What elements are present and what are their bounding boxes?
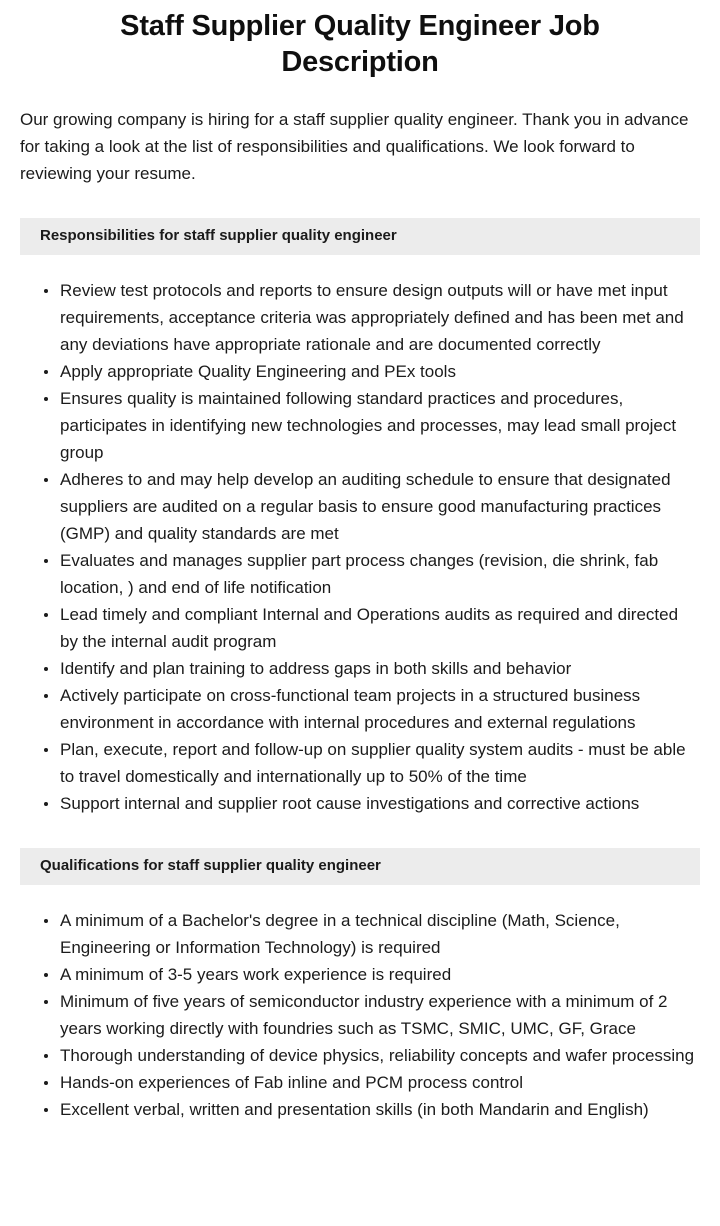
list-item: Minimum of five years of semiconductor industry experience with a minimum of 2 years working directly with foundries such as TSMC, SMIC, UMC, GF, Grace [20, 988, 700, 1042]
list-item: A minimum of a Bachelor's degree in a technical discipline (Math, Science, Engineering or Information Technology) is required [20, 907, 700, 961]
list-item: Ensures quality is maintained following standard practices and procedures, participates in identifying new technologies and processes, may lead small project group [20, 385, 700, 466]
list-item: Adheres to and may help develop an auditing schedule to ensure that designated suppliers are audited on a regular basis to ensure good manufacturing practices (GMP) and quality standards are met [20, 466, 700, 547]
section-qualifications [0, 848, 720, 1123]
list-item: Thorough understanding of device physics, reliability concepts and wafer processing [20, 1042, 700, 1069]
list-item: Evaluates and manages supplier part process changes (revision, die shrink, fab location, ) and end of life notification [20, 547, 700, 601]
list-item: A minimum of 3-5 years work experience is required [20, 961, 700, 988]
section-header-qualifications: Qualifications for staff supplier quality engineer [20, 848, 700, 885]
section-header-responsibilities: Responsibilities for staff supplier quality engineer [20, 218, 700, 255]
qualifications-list [0, 885, 720, 1123]
responsibilities-list [0, 255, 720, 817]
list-item: Excellent verbal, written and presentation skills (in both Mandarin and English) [20, 1096, 700, 1123]
list-item: Support internal and supplier root cause investigations and corrective actions [20, 790, 700, 817]
page-bottom-spacer [0, 1123, 720, 1165]
list-item: Apply appropriate Quality Engineering and PEx tools [20, 358, 700, 385]
section-responsibilities [0, 218, 720, 817]
list-item: Actively participate on cross-functional team projects in a structured business environment in accordance with internal procedures and external regulations [20, 682, 700, 736]
page-title: Staff Supplier Quality Engineer Job Description [120, 10, 600, 78]
list-item: Lead timely and compliant Internal and Operations audits as required and directed by the internal audit program [20, 601, 700, 655]
list-item: Identify and plan training to address gaps in both skills and behavior [20, 655, 700, 682]
list-item: Plan, execute, report and follow-up on supplier quality system audits - must be able to travel domestically and internationally up to 50% of the time [20, 736, 700, 790]
list-item: Hands-on experiences of Fab inline and PCM process control [20, 1069, 700, 1096]
list-item: Review test protocols and reports to ensure design outputs will or have met input requirements, acceptance criteria was appropriately defined and has been met and any deviations have appropriate rationale and are documented correctly [20, 277, 700, 358]
intro-paragraph: Our growing company is hiring for a staff supplier quality engineer. Thank you in advance for taking a look at the list of responsibilities and qualifications. We look forward to reviewing your resume. [20, 110, 689, 183]
